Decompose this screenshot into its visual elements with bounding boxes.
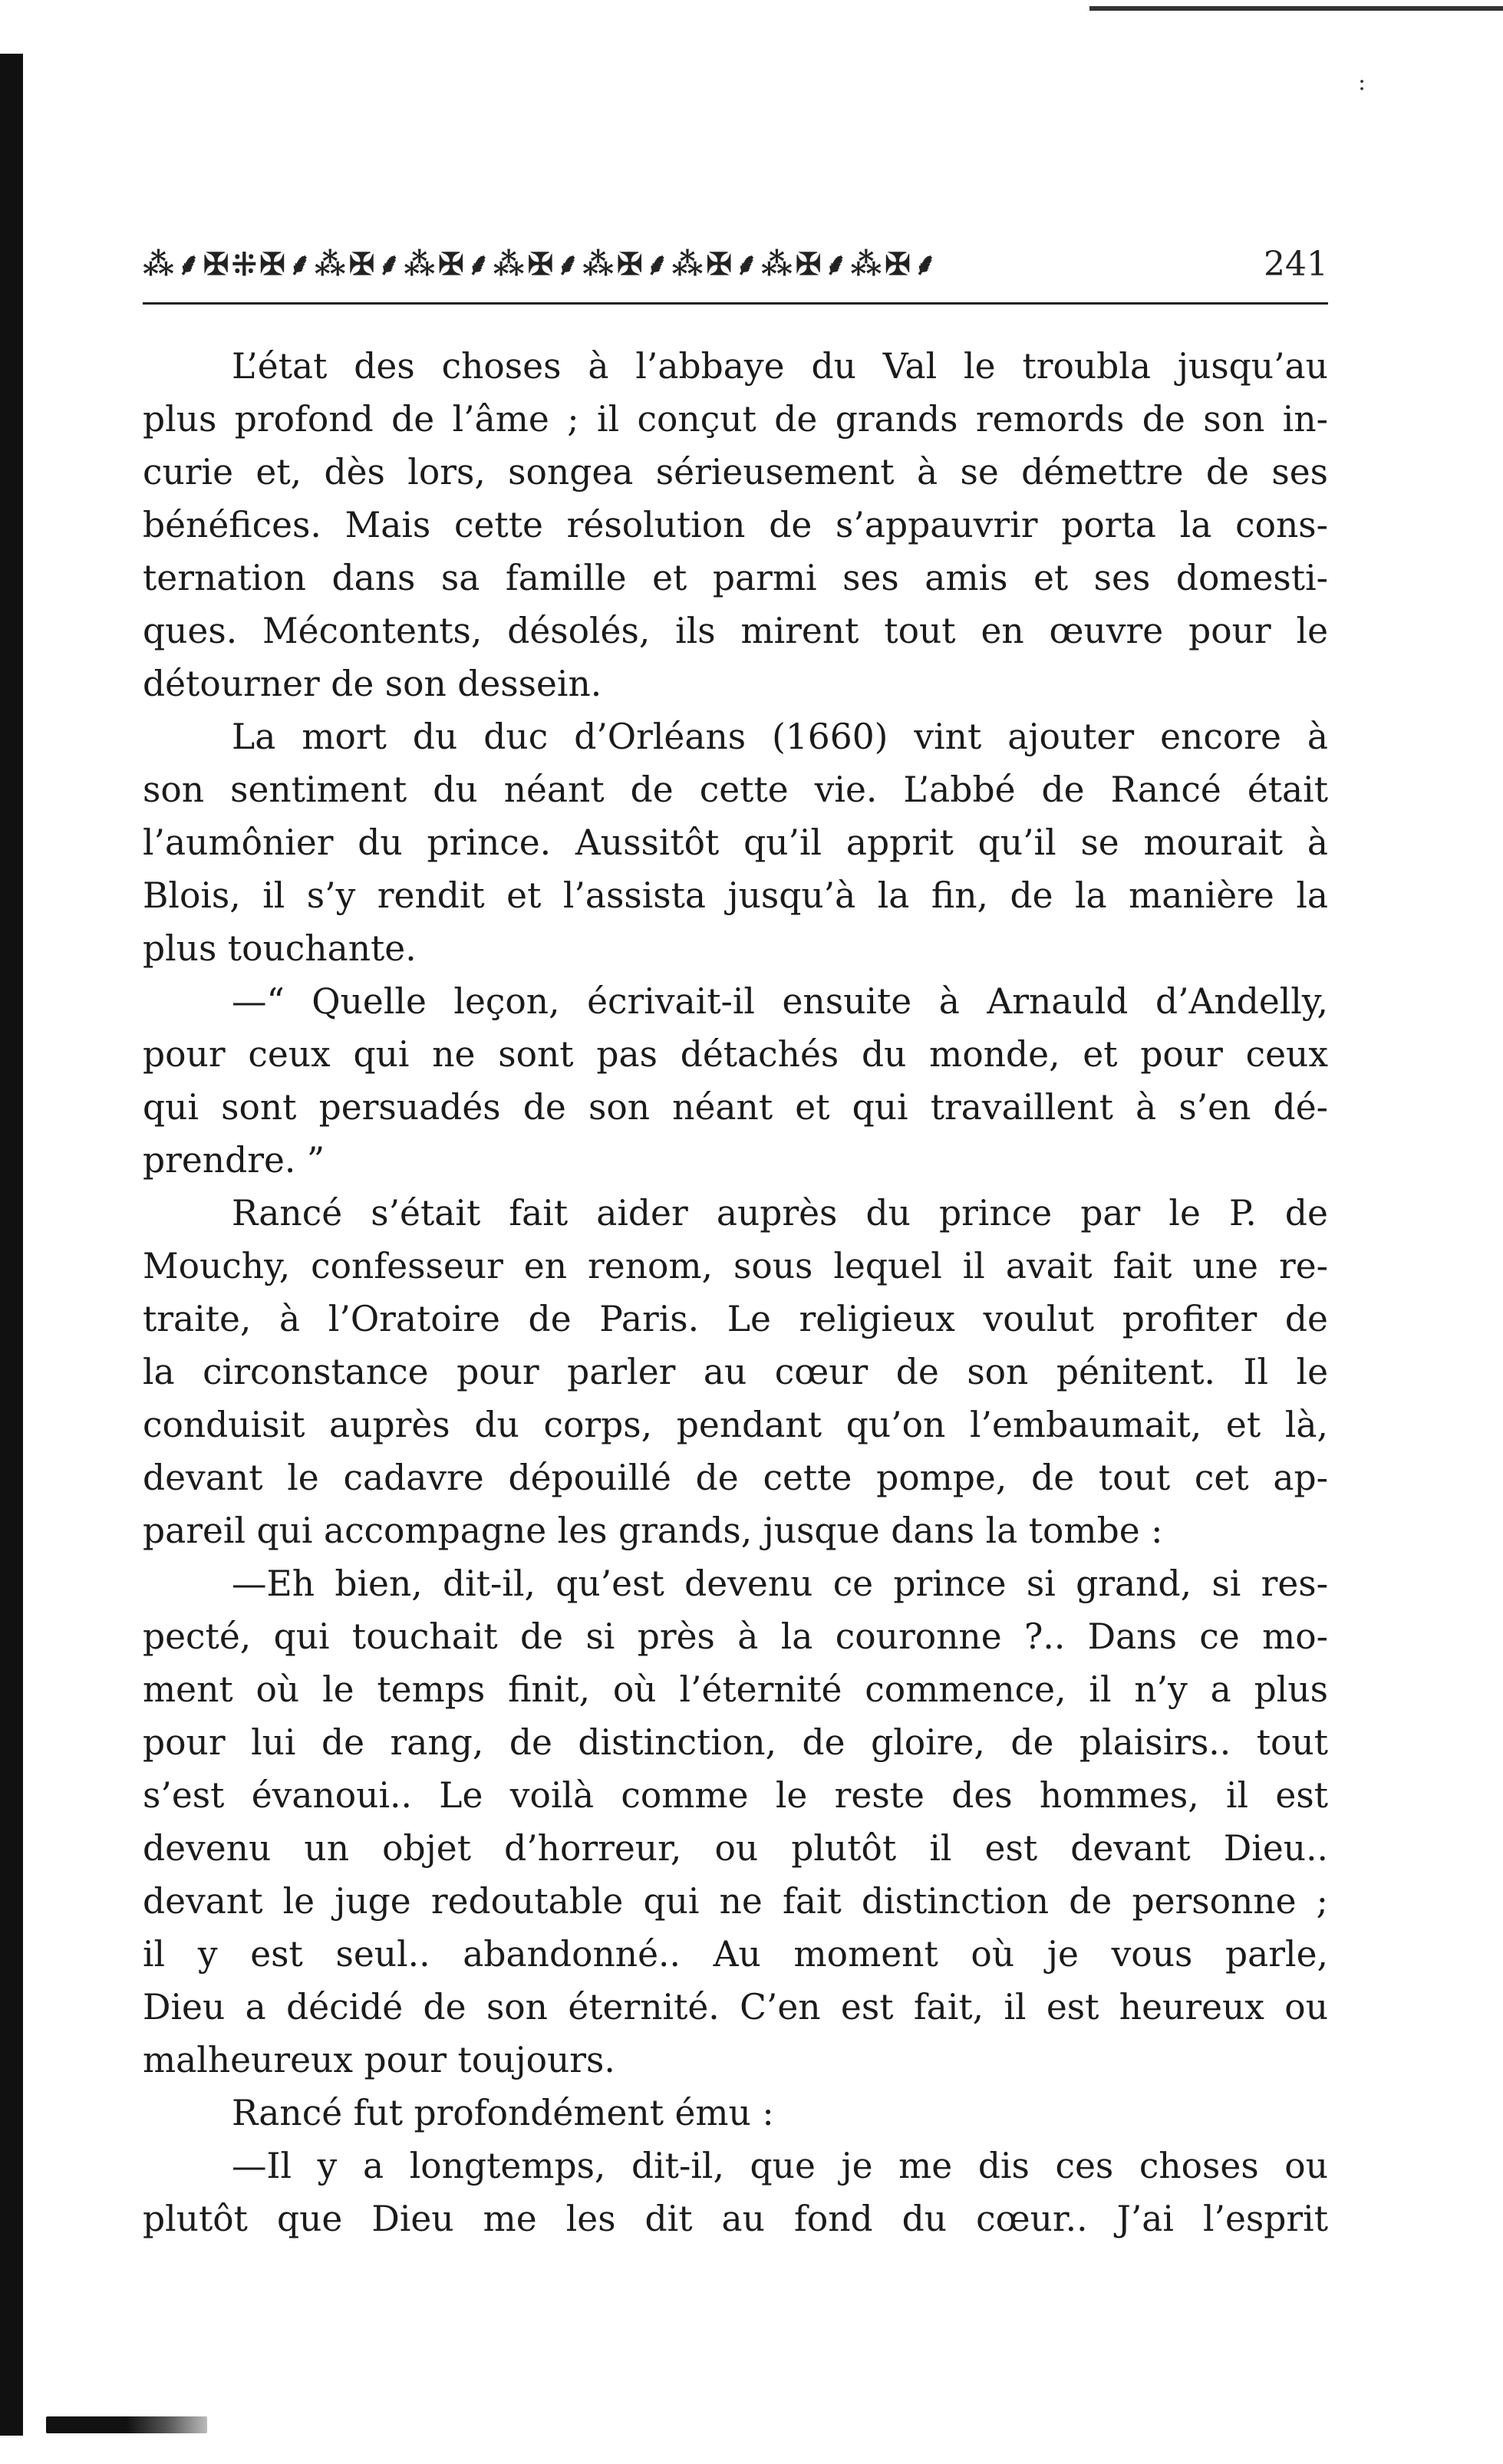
text-line: Rancé fut profondément ému : <box>232 2093 774 2133</box>
text-line: Rancé s’était fait aider auprès du prince par le P. de <box>232 1193 1328 1234</box>
body-text <box>143 340 1328 2245</box>
text-line: pour lui de rang, de distinction, de gloire, de plaisirs.. tout <box>143 1722 1328 1763</box>
text-line: plus profond de l’âme ; il conçut de grands remords de son in- <box>143 399 1328 440</box>
text-line: curie et, dès lors, songea sérieusement à se démettre de ses <box>143 452 1328 492</box>
text-line: devant le juge redoutable qui ne fait distinction de personne ; <box>143 1881 1328 1922</box>
text-line: il y est seul.. abandonné.. Au moment où je vous parle, <box>143 1934 1328 1975</box>
header-rule <box>143 302 1328 305</box>
text-line: prendre. ” <box>143 1140 325 1181</box>
text-line: traite, à l’Oratoire de Paris. Le religieux voulut profiter de <box>143 1299 1328 1339</box>
text-line: ment où le temps finit, où l’éternité commence, il n’y a plus <box>143 1669 1328 1710</box>
text-line: Mouchy, confesseur en renom, sous lequel il avait fait une re- <box>143 1246 1328 1286</box>
text-line: plus touchante. <box>143 928 417 969</box>
text-line: Blois, il s’y rendit et l’assista jusqu’à la fin, de la manière la <box>143 875 1328 916</box>
text-line: L’état des choses à l’abbaye du Val le troubla jusqu’au <box>232 346 1328 387</box>
margin-mark: : <box>1358 69 1366 96</box>
text-line: l’aumônier du prince. Aussitôt qu’il apprit qu’il se mourait à <box>143 822 1328 863</box>
text-line: malheureux pour toujours. <box>143 2040 615 2080</box>
text-line: pareil qui accompagne les grands, jusque dans la tombe : <box>143 1510 1163 1551</box>
text-line: s’est évanoui.. Le voilà comme le reste des hommes, il est <box>143 1775 1328 1816</box>
text-line: Dieu a décidé de son éternité. C’en est fait, il est heureux ou <box>143 1987 1328 2028</box>
text-line: qui sont persuadés de son néant et qui travaillent à s’en dé- <box>143 1087 1328 1128</box>
text-line: —“ Quelle leçon, écrivait-il ensuite à Arnauld d’Andelly, <box>232 981 1328 1022</box>
scan-edge-left <box>0 54 23 2436</box>
text-line: pecté, qui touchait de si près à la couronne ?.. Dans ce mo- <box>143 1616 1328 1657</box>
text-line: conduisit auprès du corps, pendant qu’on l’embaumait, et là, <box>143 1405 1328 1445</box>
scan-edge-top <box>1089 6 1503 11</box>
text-line: la circonstance pour parler au cœur de son pénitent. Il le <box>143 1352 1328 1392</box>
text-line: —Eh bien, dit-il, qu’est devenu ce prince si grand, si res- <box>232 1563 1328 1604</box>
text-line: son sentiment du néant de cette vie. L’abbé de Rancé était <box>143 769 1328 810</box>
text-line: plutôt que Dieu me les dit au fond du cœur.. J’ai l’esprit <box>143 2199 1328 2239</box>
text-line: devant le cadavre dépouillé de cette pompe, de tout cet ap- <box>143 1458 1328 1498</box>
text-line: devenu un objet d’horreur, ou plutôt il est devant Dieu.. <box>143 1828 1328 1869</box>
text-line: —Il y a longtemps, dit-il, que je me dis ces choses ou <box>232 2146 1328 2186</box>
text-line: détourner de son dessein. <box>143 664 602 704</box>
text-line: pour ceux qui ne sont pas détachés du monde, et pour ceux <box>143 1034 1328 1075</box>
running-head <box>143 238 1328 284</box>
text-line: ternation dans sa famille et parmi ses amis et ses domesti- <box>143 558 1328 598</box>
page-number: 241 <box>1264 245 1328 284</box>
text-line: La mort du duc d’Orléans (1660) vint ajouter encore à <box>232 716 1328 757</box>
text-line: ques. Mécontents, désolés, ils mirent tout en œuvre pour le <box>143 611 1328 651</box>
scan-mark-bottom <box>46 2416 207 2433</box>
text-line: bénéfices. Mais cette résolution de s’appauvrir porta la cons- <box>143 505 1328 545</box>
header-ornament: ⁂⸙✠⁜✠⸙⁂✠⸙⁂✠⸙⁂✠⸙⁂✠⸙⁂✠⸙⁂✠⸙⁂✠⸙ <box>143 246 940 282</box>
book-page <box>143 238 1328 2245</box>
